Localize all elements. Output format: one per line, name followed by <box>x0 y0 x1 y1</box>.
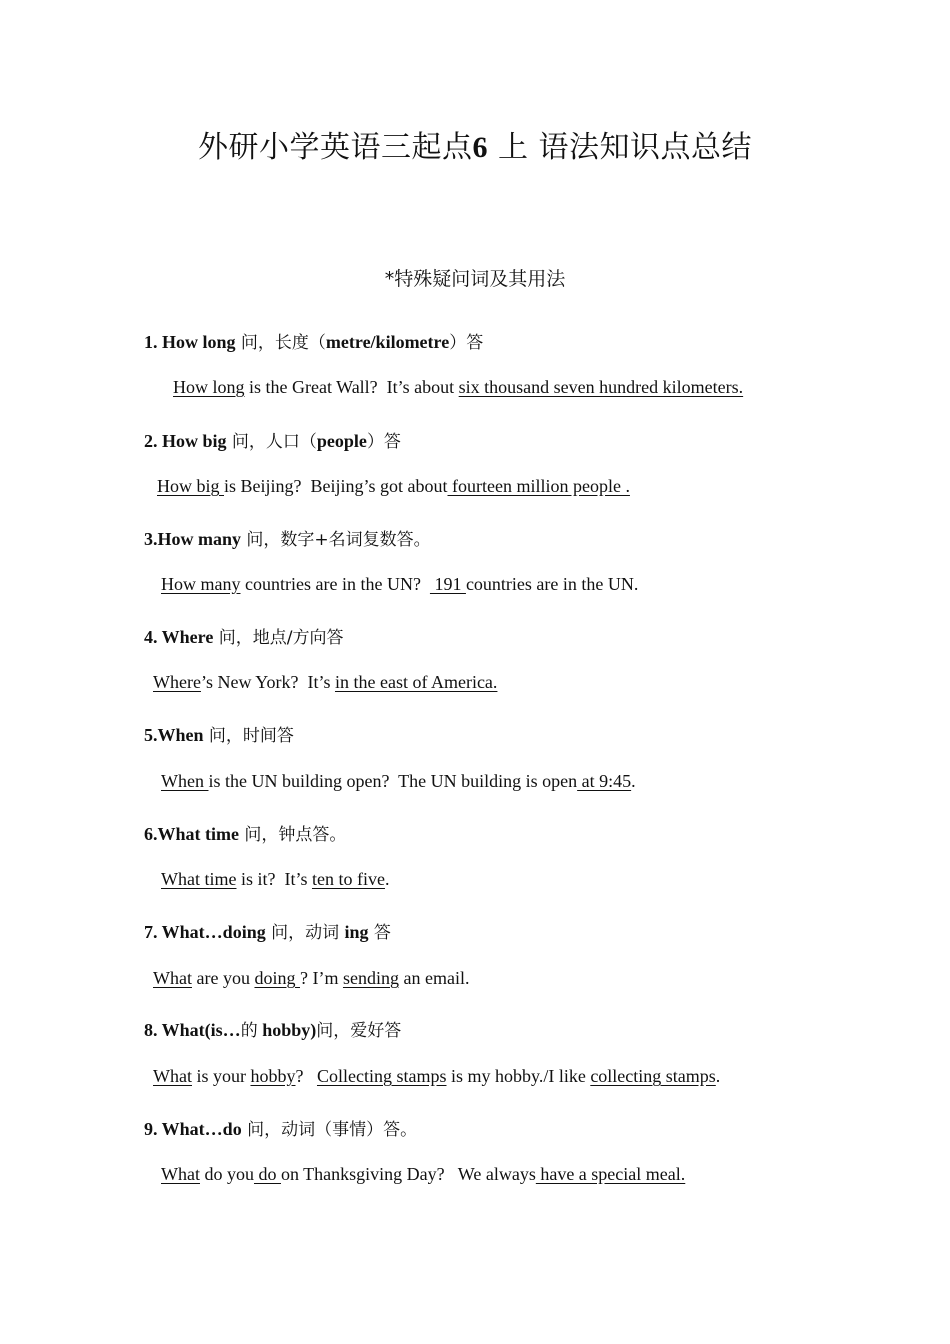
heading-cn: 问，爱好答 <box>316 1021 402 1041</box>
question-word: do <box>253 1164 281 1184</box>
item-heading-8 <box>144 1016 401 1041</box>
question-word: What <box>161 1164 200 1184</box>
item-heading-4 <box>144 623 343 648</box>
question-word: How long <box>173 377 245 397</box>
item-heading-1 <box>144 328 483 353</box>
example-9 <box>161 1164 685 1185</box>
example-text: is it? It’s <box>236 869 312 889</box>
example-text: ’s New York? It’s <box>200 672 335 692</box>
item-heading-5 <box>144 721 294 746</box>
answer-phrase: fourteen million people . <box>447 476 630 496</box>
question-word: hobby <box>250 1066 296 1086</box>
heading-en: 9. What…do <box>144 1119 242 1139</box>
example-text: an email. <box>398 968 470 988</box>
question-word: When <box>161 771 209 791</box>
example-6 <box>161 869 389 890</box>
heading-cn: ）答 <box>449 333 484 353</box>
heading-cn: 问，人口（ <box>226 432 317 452</box>
heading-en: 2. How big <box>144 431 227 451</box>
example-text: . <box>384 869 390 889</box>
title-text-2: 上 语法知识点总结 <box>498 130 753 165</box>
answer-phrase: have a special meal. <box>535 1164 686 1184</box>
heading-cn: 问，动词（事情）答。 <box>241 1120 418 1140</box>
answer-phrase: in the east of America. <box>334 672 498 692</box>
example-2 <box>157 476 630 497</box>
example-text: are you <box>191 968 255 988</box>
heading-cn: 问，时间答 <box>203 726 294 746</box>
heading-cn: 答 <box>368 923 391 943</box>
heading-cn: 的 <box>240 1021 258 1041</box>
heading-en: 1. How long <box>144 332 236 352</box>
heading-cn: 问，长度（ <box>235 333 326 353</box>
document-title <box>0 122 950 166</box>
question-word: How many <box>161 574 241 594</box>
question-word: What <box>153 968 192 988</box>
example-text: is the UN building open? The UN building is open <box>208 771 578 791</box>
example-4 <box>153 672 497 693</box>
example-1 <box>173 377 743 398</box>
question-word: doing <box>254 968 300 988</box>
answer-phrase: Collecting stamps <box>316 1066 447 1086</box>
title-text-1: 外研小学英语三起点 <box>197 130 473 165</box>
heading-en: metre/kilometre <box>325 332 450 352</box>
heading-cn: 问，动词 <box>265 923 345 943</box>
question-word: Where <box>153 672 201 692</box>
example-text: is my hobby./I like <box>446 1066 591 1086</box>
example-text: do you <box>199 1164 254 1184</box>
answer-phrase: sending <box>342 968 399 988</box>
heading-cn: 问，地点/方向答 <box>213 628 344 648</box>
example-text: is Beijing? Beijing’s got about <box>224 476 448 496</box>
title-grade-number: 6 <box>472 131 488 164</box>
heading-en: 7. What…doing <box>144 922 266 942</box>
item-heading-9 <box>144 1115 417 1140</box>
heading-en: 4. Where <box>144 627 214 647</box>
question-word: What <box>153 1066 192 1086</box>
answer-phrase: ten to five <box>311 869 385 889</box>
example-3 <box>161 574 638 595</box>
heading-en: 8. What(is… <box>144 1020 241 1040</box>
question-word: How big <box>157 476 224 496</box>
example-text: ? <box>295 1066 317 1086</box>
heading-en: people <box>316 431 367 451</box>
example-text: on Thanksgiving Day? We always <box>280 1164 536 1184</box>
example-text: is the Great Wall? It’s about <box>244 377 459 397</box>
heading-en: hobby) <box>257 1020 317 1040</box>
answer-phrase: 191 <box>429 574 466 594</box>
heading-en: 5.When <box>144 725 204 745</box>
item-heading-3 <box>144 525 431 550</box>
example-text: is your <box>191 1066 251 1086</box>
item-heading-2 <box>144 427 401 452</box>
section-subtitle: *特殊疑问词及其用法 <box>384 268 566 290</box>
answer-phrase: collecting stamps <box>590 1066 716 1086</box>
answer-phrase: at 9:45 <box>577 771 632 791</box>
item-heading-6 <box>144 820 346 845</box>
answer-phrase: six thousand seven hundred kilometers. <box>458 377 744 397</box>
item-heading-7 <box>144 918 391 943</box>
heading-en: 6.What time <box>144 824 239 844</box>
example-text: ? I’m <box>299 968 343 988</box>
question-word: What time <box>161 869 237 889</box>
example-5 <box>161 771 636 792</box>
example-text: . <box>631 771 636 791</box>
heading-en: 3.How many <box>144 529 242 549</box>
heading-cn: ）答 <box>366 432 401 452</box>
example-text: countries are in the UN? <box>240 574 430 594</box>
heading-cn: 问，数字+名词复数答。 <box>241 530 431 550</box>
example-text: countries are in the UN. <box>465 574 639 594</box>
heading-cn: 问，钟点答。 <box>238 825 347 845</box>
example-7 <box>153 968 469 989</box>
example-8 <box>153 1066 720 1087</box>
heading-en: ing <box>344 922 369 942</box>
example-text: . <box>715 1066 721 1086</box>
